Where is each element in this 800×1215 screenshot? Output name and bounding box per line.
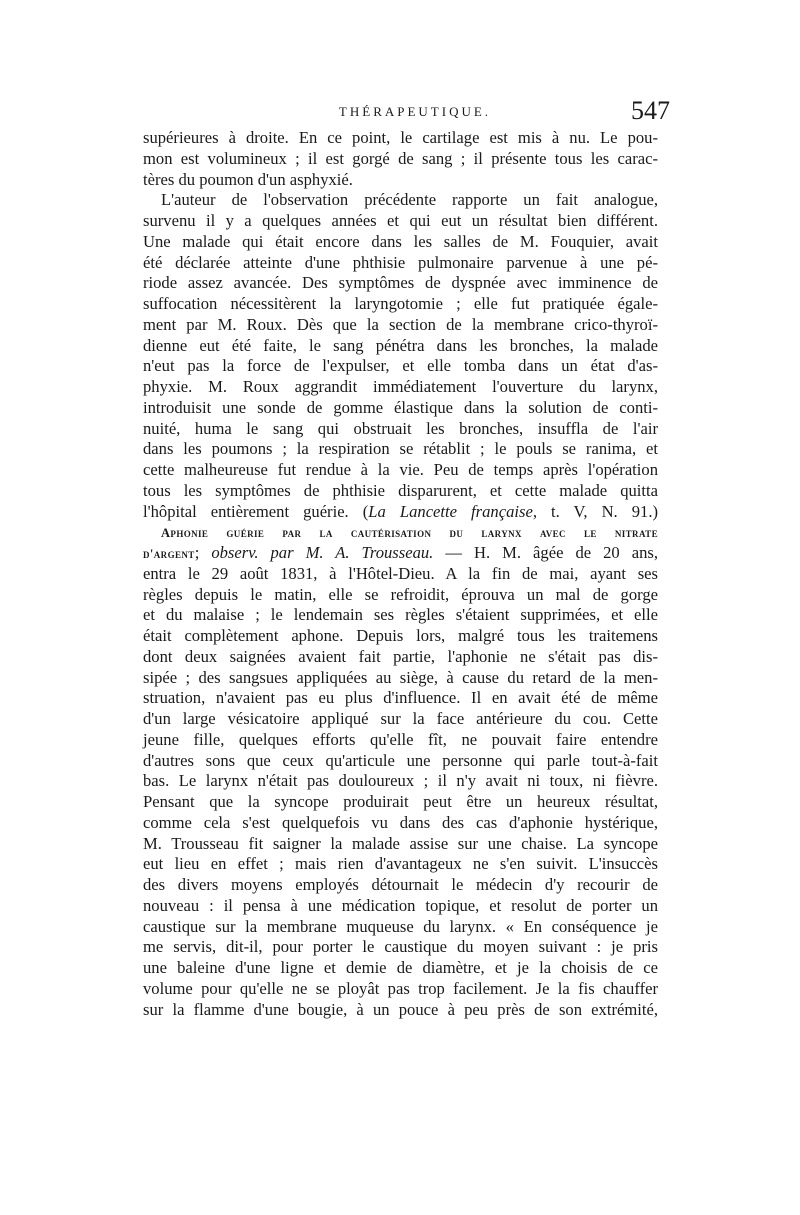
section-heading-line — [143, 543, 658, 564]
text-line: Pensant que la syncope produirait peut être un heureux résultat, — [143, 792, 658, 811]
text-line-citation — [143, 502, 658, 523]
text-line: était complètement aphone. Depuis lors, malgré tous les traitemens — [143, 626, 658, 645]
text-line: sur la flamme d'une bougie, à un pouce à peu près de son extrémité, — [143, 999, 658, 1019]
citation-suffix: , t. V, N. 91.) — [532, 501, 659, 521]
text-line: tous les symptômes de phthisie disparurent, et cette malade quitta — [143, 480, 658, 500]
text-line: L'auteur de l'observation précédente rapporte un fait analogue, — [161, 190, 658, 210]
text-line: d'autres sons que ceux qu'articule une personne qui parle tout-à-fait — [143, 750, 658, 770]
page-number: 547 — [631, 96, 670, 125]
citation-source: La Lancette française — [368, 501, 533, 521]
text-line: eut lieu en effet ; mais rien d'avantageux ne s'en suivit. L'insuccès — [143, 854, 658, 874]
observer-prefix: ; — [194, 543, 212, 562]
section-heading-continued: d'argent — [143, 547, 195, 561]
text-line: dienne eut été faite, le sang pénétra dans les bronches, la malade — [143, 335, 658, 355]
text-line: des divers moyens employés détournait le médecin d'y recourir de — [143, 875, 658, 894]
text-line: phyxie. M. Roux aggrandit immédiatement l'ouverture du larynx, — [143, 377, 658, 396]
text-line: dans les poumons ; la respiration se rétablit ; le pouls se ranima, et — [143, 439, 658, 459]
text-line: une baleine d'une ligne et demie de diamètre, et je la choisis de ce — [143, 958, 658, 977]
text-line: cette malheureuse fut rendue à la vie. Peu de temps après l'opération — [143, 460, 658, 479]
text-line: supérieures à droite. En ce point, le cartilage est mis à nu. Le pou- — [143, 128, 658, 147]
text-line: survenu il y a quelques années et qui eut un résultat bien différent. — [143, 211, 658, 230]
text-line: entra le 29 août 1831, à l'Hôtel-Dieu. A la fin de mai, ayant ses — [143, 563, 658, 583]
text-line: me servis, dit-il, pour porter le caustique du moyen suivant : je pris — [143, 937, 658, 957]
text-line: volume pour qu'elle ne se ployât pas trop facilement. Je la fis chauffer — [143, 978, 658, 998]
text-line: struation, n'avaient pas eu plus d'influence. Il en avait été de même — [143, 688, 658, 708]
text-line: suffocation nécessitèrent la laryngotomie ; elle fut pratiquée égale- — [143, 294, 658, 313]
text-line: règles depuis le matin, elle se refroidit, éprouva un mal de gorge — [143, 584, 658, 604]
citation-prefix: l'hôpital entièrement guérie. ( — [143, 501, 369, 521]
text-line: dont deux saignées avaient fait partie, l'aphonie ne s'était pas dis- — [143, 646, 658, 666]
text-line: comme cela s'est quelquefois vu dans des cas d'aphonie hystérique, — [143, 812, 658, 832]
observer-name: observ. par M. A. Trousseau. — [211, 543, 434, 562]
text-line: introduisit une sonde de gomme élastique dans la solution de conti- — [143, 397, 658, 417]
text-line: nuité, huma le sang qui obstruait les bronches, insuffla de l'air — [143, 418, 658, 438]
text-line: ment par M. Roux. Dès que la section de la membrane crico-thyroï- — [143, 314, 658, 334]
text-line: tères du poumon d'un asphyxié. — [143, 169, 353, 189]
text-line: et du malaise ; le lendemain ses règles s'étaient supprimées, et elle — [143, 605, 658, 625]
text-line: été déclarée atteinte d'une phthisie pulmonaire parvenue à une pé- — [143, 252, 658, 272]
text-line: M. Trousseau fit saigner la malade assise sur une chaise. La syncope — [143, 833, 658, 853]
text-line: riode assez avancée. Des symptômes de dyspnée avec imminence de — [143, 273, 658, 293]
text-line: caustique sur la membrane muqueuse du larynx. « En conséquence je — [143, 916, 658, 936]
section-heading: Aphonie guérie par la cautérisation du larynx avec le nitrate — [161, 526, 658, 541]
text-line: mon est volumineux ; il est gorgé de sang ; il présente tous les carac- — [143, 148, 658, 168]
section-heading-line — [143, 522, 658, 543]
text-line: n'eut pas la force de l'expulser, et elle tomba dans un état d'as- — [143, 356, 658, 376]
observer-suffix: — H. M. âgée de 20 ans, — [433, 543, 659, 562]
running-head — [160, 96, 670, 126]
text-column — [143, 128, 658, 1020]
text-line: bas. Le larynx n'était pas douloureux ; il n'y avait ni toux, ni fièvre. — [143, 771, 658, 791]
text-line: Une malade qui était encore dans les salles de M. Fouquier, avait — [143, 231, 658, 251]
text-line: nouveau : il pensa à une médication topique, et resolut de porter un — [143, 895, 658, 915]
text-line: jeune fille, quelques efforts qu'elle fît, ne pouvait faire entendre — [143, 729, 658, 749]
running-title: THÉRAPEUTIQUE. — [338, 104, 492, 119]
text-line: sipée ; des sangsues appliquées au siège, à cause du retard de la men- — [143, 667, 658, 687]
text-line: d'un large vésicatoire appliqué sur la face antérieure du cou. Cette — [143, 709, 658, 728]
